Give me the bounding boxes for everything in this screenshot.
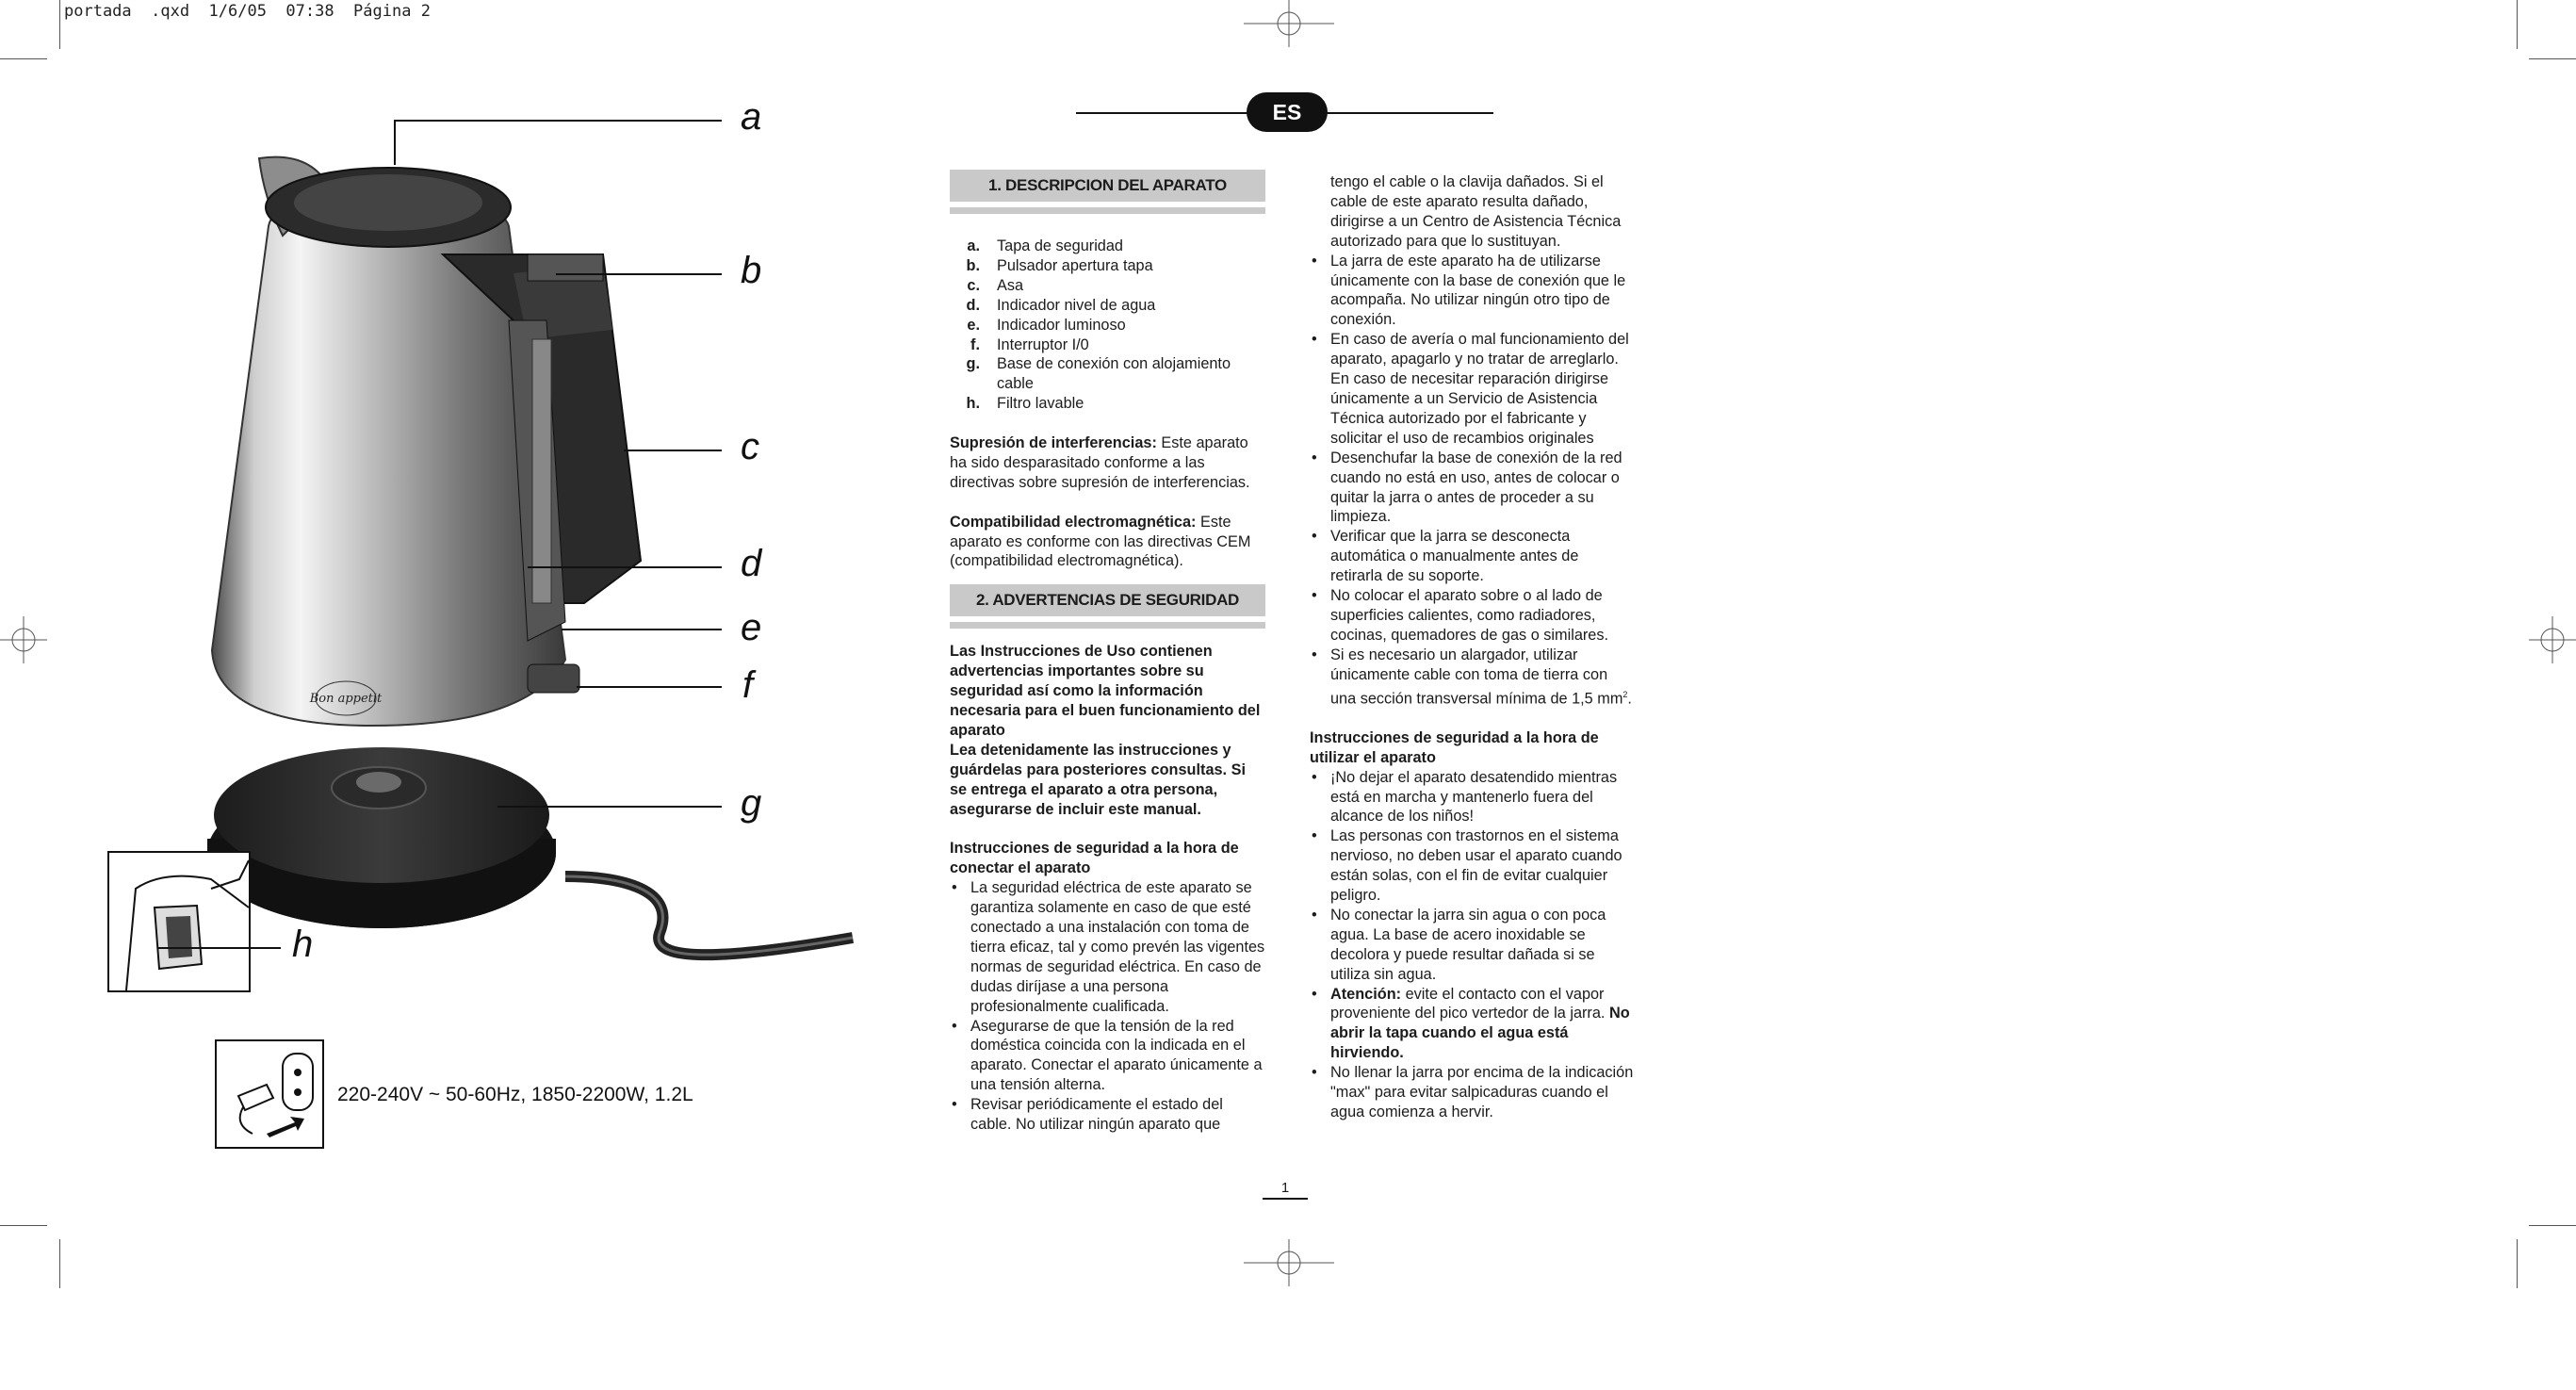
callout-b: b [741,250,762,291]
list-item: • Las personas con trastornos en el sistema nervioso, no deben usar el aparato cuando están solas, con el fin de evitar cualquier peligro. [1310,826,1635,906]
callout-c: c [741,426,759,467]
callout-d: d [741,543,762,584]
list-item: • ¡No dejar el aparato desatendido mientras está en marcha y mantenerlo fuera del alcance de los niños! [1310,768,1635,827]
text-column-2 [1310,172,1635,1122]
callout-a: a [741,96,762,138]
callout-h: h [292,924,314,965]
registration-mark-left [0,616,47,707]
list-item: • No llenar la jarra por encima de la indicación "max" para evitar salpicaduras cuando el agua comienza a hervir. [1310,1063,1635,1122]
safety-list [1310,252,1635,709]
callout-line-b [556,273,722,275]
list-item: • Asegurarse de que la tensión de la red doméstica coincida con la indicada en el aparato. Conectar el aparato únicamente a una tensión alterna. [950,1017,1265,1096]
list-item: a. Tapa de seguridad [967,237,1123,254]
es-rule-left [1076,112,1255,114]
svg-text:Bon appetit: Bon appetit [309,692,383,706]
list-item: • La jarra de este aparato ha de utilizarse únicamente con la base de conexión que le acompaña. No utilizar ningún otro tipo de conexión. [1310,252,1635,331]
list-item: • La seguridad eléctrica de este aparato se garantiza solamente en caso de que esté conectado a una instalación con toma de tierra eficaz, tal y como prevén las vigentes normas de seguridad eléctrica. En caso de dudas diríjase a una persona profesionalmente cualificada. [950,878,1265,1016]
callout-line-f [577,686,722,688]
callout-e: e [741,607,762,648]
electrical-spec: 220-240V ~ 50-60Hz, 1850-2200W, 1.2L [337,1084,693,1105]
es-rule-right [1319,112,1493,114]
use-heading: Instrucciones de seguridad a la hora de utilizar el aparato [1310,728,1599,766]
connect-list [950,878,1265,1135]
continuation-text: tengo el cable o la clavija dañados. Si el cable de este aparato resulta dañado, dirigirse a un Centro de Asistencia Técnica autorizado para que lo sustituyan. [1330,173,1622,250]
registration-mark-top [1244,0,1334,47]
callout-line-a-drop [394,120,396,165]
registration-mark-right [2529,616,2576,707]
print-slug: portada .qxd 1/6/05 07:38 Página 2 [64,2,431,21]
safety-intro-1: Las Instrucciones de Uso contienen advertencias importantes sobre su seguridad así como la información necesaria para el buen funcionamiento del aparato [950,643,1261,739]
callout-line-h [158,947,281,949]
list-item: d. Indicador nivel de agua [966,296,1156,314]
list-item: c. Asa [967,276,1024,294]
section2-title: 2. ADVERTENCIAS DE SEGURIDAD [950,584,1265,616]
interference-paragraph: Supresión de interferencias: Este aparato ha sido desparasitado conforme a las directivas sobre supresión de interferencias. [950,434,1250,491]
list-item: • En caso de avería o mal funcionamiento del aparato, apagarlo y no tratar de arreglarlo. En caso de necesitar reparación dirigirse únicamente a un Servicio de Asistencia Técnica autorizado por el fabricante y solicitar el uso de recambios originales [1310,330,1635,448]
list-item: f. Interruptor I/0 [970,335,1089,353]
callout-line-e [562,629,722,630]
list-item: h. Filtro lavable [966,395,1084,413]
list-item: • Atención: evite el contacto con el vapor proveniente del pico vertedor de la jarra. No abrir la tapa cuando el agua está hirviendo. [1310,985,1635,1064]
callout-line-g [497,806,722,808]
list-item: • Verificar que la jarra se desconecta automática o manualmente antes de retirarla de su soporte. [1310,527,1635,586]
connect-heading: Instrucciones de seguridad a la hora de conectar el aparato [950,840,1239,877]
callout-g: g [741,782,762,824]
list-item: • Si es necesario un alargador, utilizar únicamente cable con toma de tierra con una sección transversal mínima de 1,5 $mm^2$. [1310,646,1635,709]
filter-inset-illustration [107,851,253,994]
text-column-1 [950,170,1265,1135]
callout-line-d [528,566,722,568]
registration-mark-bottom [1244,1239,1334,1286]
callout-line-c [624,450,722,451]
plug-icon [215,1039,326,1151]
list-item: • No conectar la jarra sin agua o con poca agua. La base de acero inoxidable se decolora y puede resultar dañada si se utiliza sin agua. [1310,906,1635,985]
emc-paragraph: Compatibilidad electromagnética: Este aparato es conforme con las directivas CEM (compatibilidad electromagnética). [950,513,1251,570]
list-item: g. Base de conexión con alojamiento cable [966,355,1231,393]
list-item: • Revisar periódicamente el estado del cable. No utilizar ningún aparato que [950,1095,1265,1135]
callout-f: f [742,664,754,706]
section2-rule [950,622,1265,629]
list-item: • No colocar el aparato sobre o al lado de superficies calientes, como radiadores, cocinas, quemadores de gas o similares. [1310,586,1635,646]
list-item: • Desenchufar la base de conexión de la red cuando no está en uso, antes de colocar o quitar la jarra o antes de proceder a su limpieza. [1310,449,1635,528]
use-list [1310,768,1635,1122]
page-number: 1 [1263,1180,1308,1200]
language-badge: ES [1247,92,1328,132]
list-item: e. Indicador luminoso [967,316,1126,334]
section1-rule [950,207,1265,214]
callout-line-a [394,120,722,122]
parts-list [950,237,1265,414]
safety-intro-2: Lea detenidamente las instrucciones y guárdelas para posteriores consultas. Si se entrega el aparato a otra persona, asegurarse de incluir este manual. [950,741,1246,818]
list-item: b. Pulsador apertura tapa [966,256,1153,274]
section1-title: 1. DESCRIPCION DEL APARATO [950,170,1265,202]
